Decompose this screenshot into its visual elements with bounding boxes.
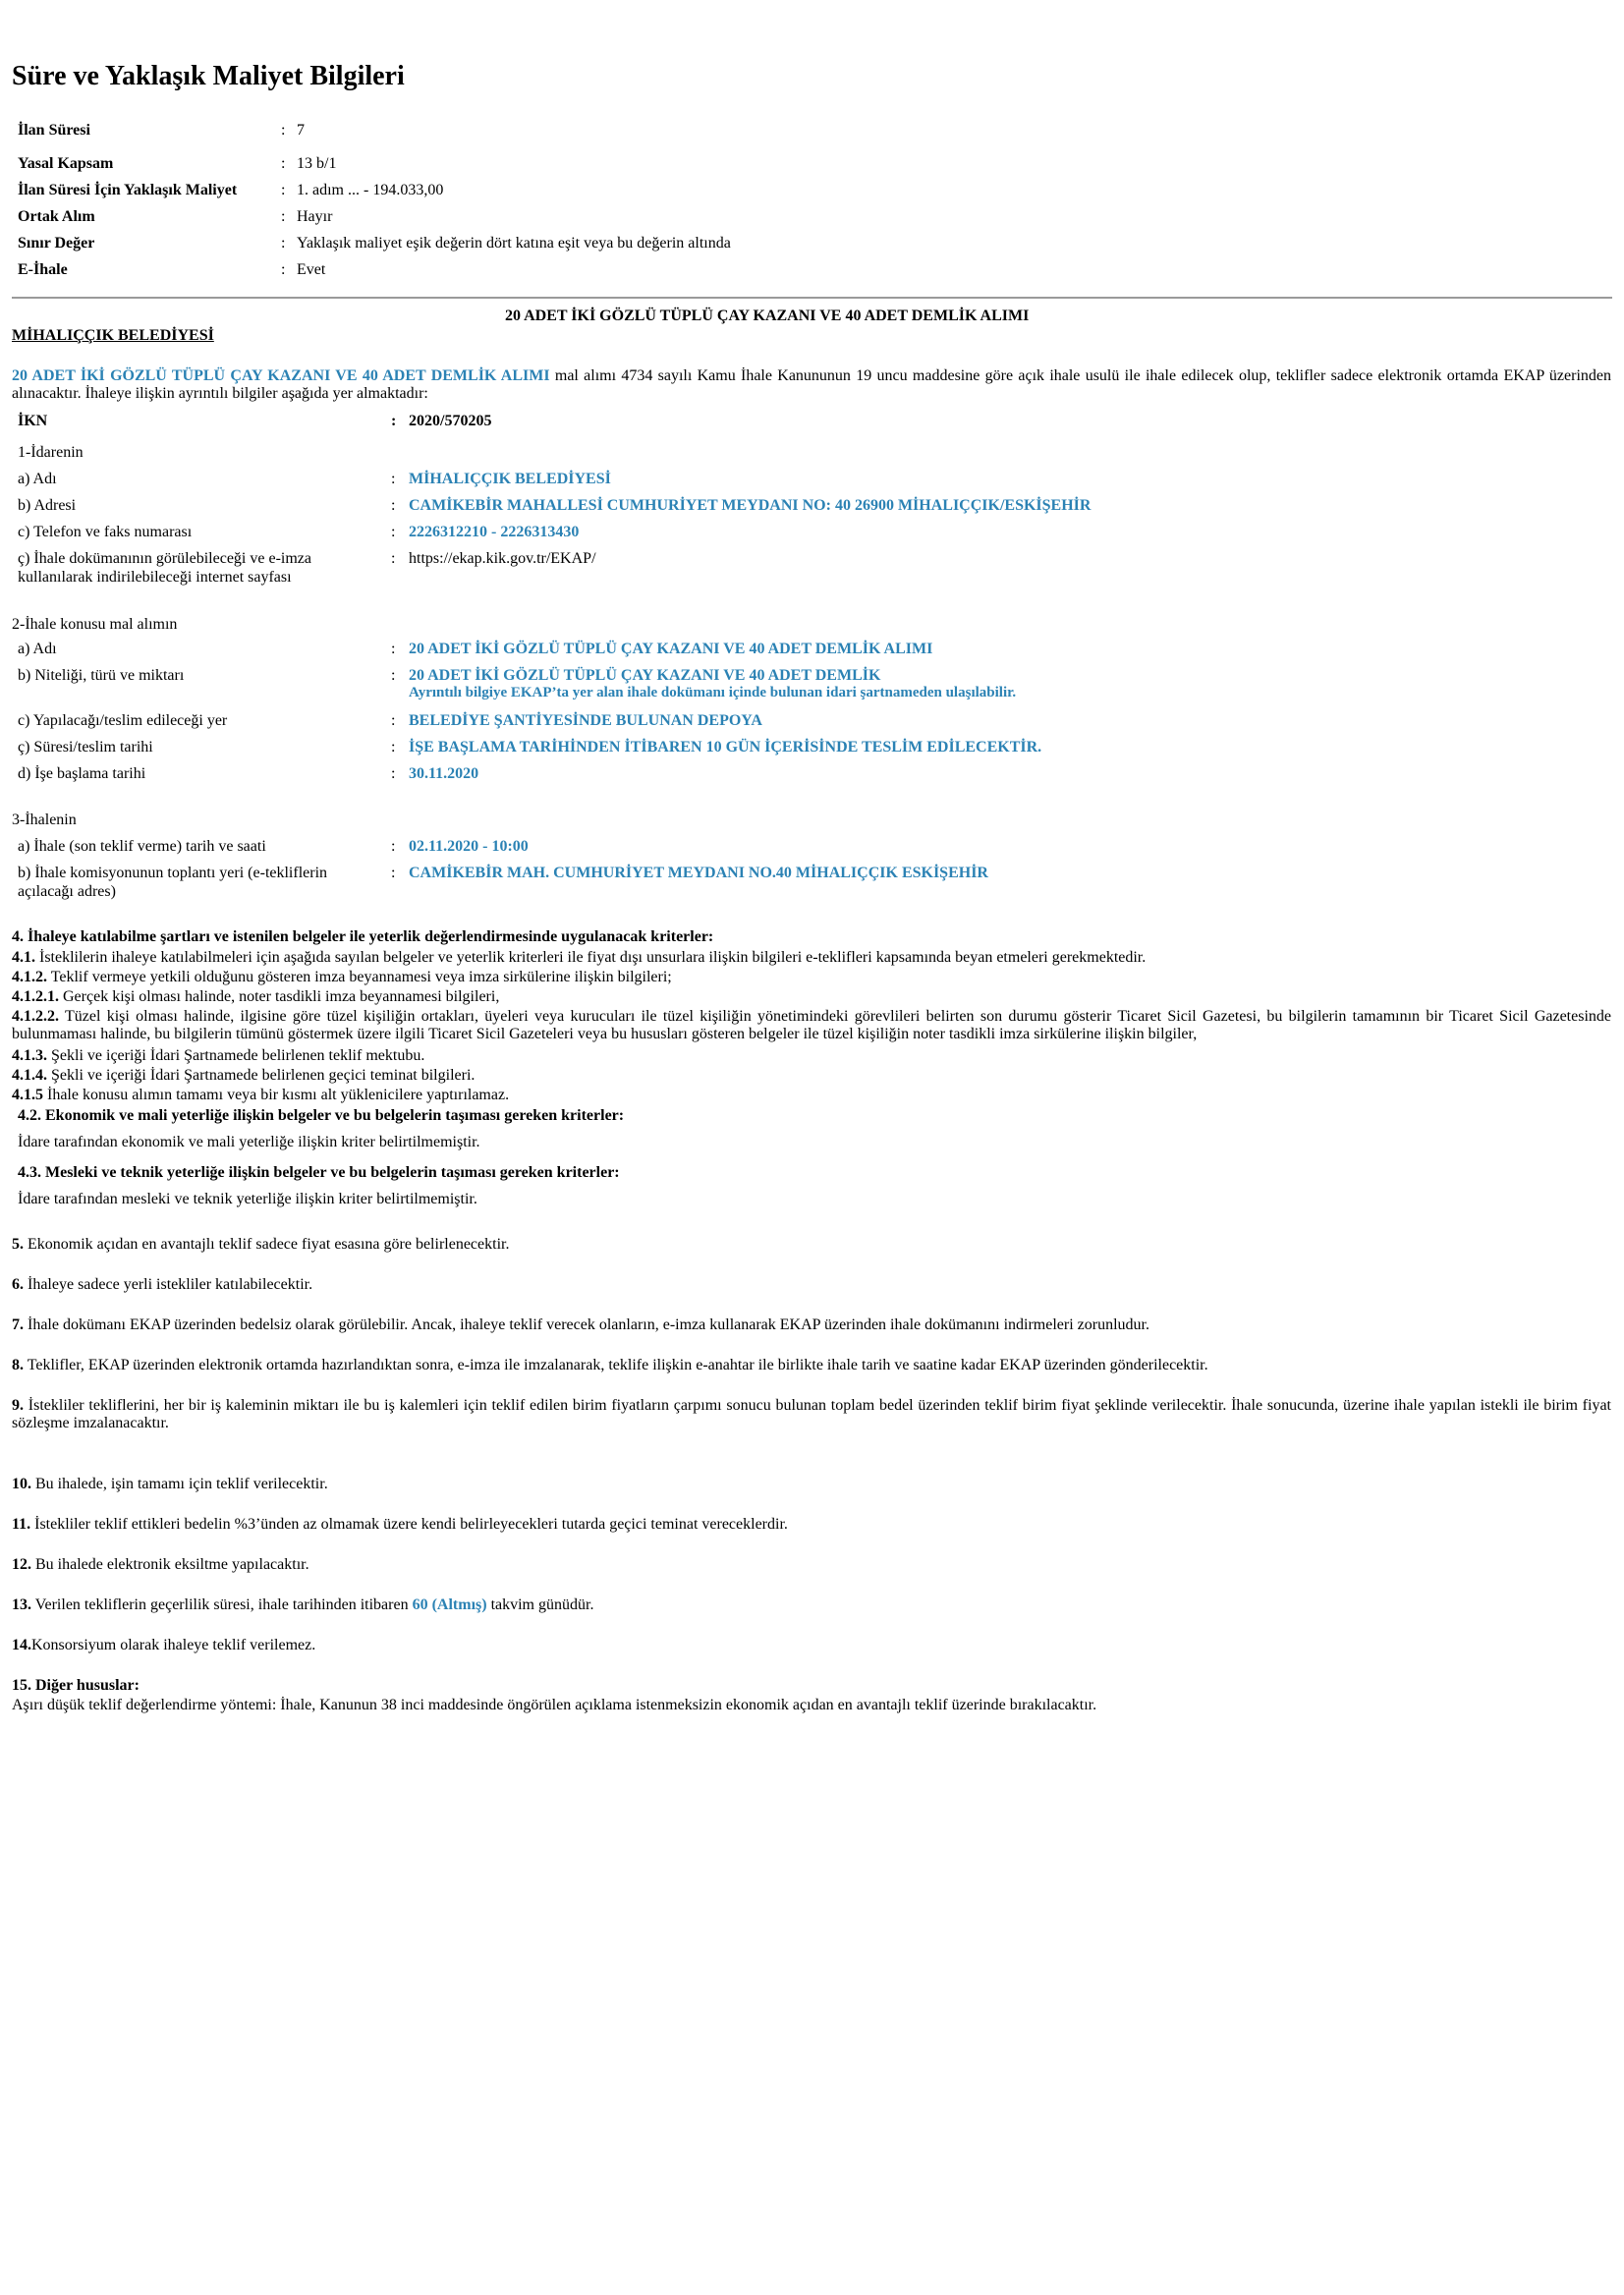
- criteria-heading: 4. İhaleye katılabilme şartları ve istenilen belgeler ile yeterlik değerlendirmesinde uygulanacak kriterler:: [12, 928, 714, 945]
- section2-sep: :: [391, 765, 396, 782]
- summary-sep: :: [281, 182, 286, 198]
- criteria-item: 4.1.5 İhale konusu alımın tamamı veya bir kısmı alt yüklenicilere yaptırılamaz.: [12, 1087, 510, 1103]
- section2-value: 30.11.2020: [409, 765, 479, 782]
- divider: [12, 297, 1612, 299]
- criteria-item: 4.1.2.1. Gerçek kişi olması halinde, noter tasdikli imza beyannamesi bilgileri,: [12, 988, 500, 1005]
- summary-sep: :: [281, 155, 286, 172]
- section1-value: MİHALIÇÇIK BELEDİYESİ: [409, 471, 611, 487]
- econ-text: İdare tarafından ekonomik ve mali yeterliğe ilişkin kriter belirtilmemiştir.: [18, 1134, 480, 1150]
- section1-heading: 1-İdarenin: [18, 444, 84, 461]
- summary-value: 1. adım ... - 194.033,00: [297, 182, 444, 198]
- section2-label: d) İşe başlama tarihi: [18, 765, 146, 782]
- summary-label: Yasal Kapsam: [18, 155, 114, 172]
- summary-label: E-İhale: [18, 261, 68, 278]
- section2-heading: 2-İhale konusu mal alımın: [12, 616, 178, 633]
- clause: 9. İstekliler tekliflerini, her bir iş kaleminin miktarı ile bu iş kalemleri için teklif edilen birim fiyatların çarpımı sonucu bulunan toplam bedel üzerinden teklif birim fiyat şeklinde verilecektir. İhale sonucunda, üzerine ihale yapılan istekli ile birim fiyat sözleşme imzalanacaktır.: [12, 1397, 1611, 1431]
- section3-label: b) İhale komisyonunun toplantı yeri (e-tekliflerin: [18, 865, 328, 881]
- section3-value: CAMİKEBİR MAH. CUMHURİYET MEYDANI NO.40 MİHALIÇÇIK ESKİŞEHİR: [409, 865, 988, 881]
- section2-sep: :: [391, 739, 396, 756]
- summary-label: Ortak Alım: [18, 208, 95, 225]
- validity-period: 60 (Altmış): [412, 1596, 487, 1613]
- section1-label: b) Adresi: [18, 497, 77, 514]
- clause: 10. Bu ihalede, işin tamamı için teklif verilecektir.: [12, 1476, 328, 1492]
- criteria-item: 4.1.3. Şekli ve içeriği İdari Şartnamede belirlenen teklif mektubu.: [12, 1047, 425, 1064]
- section1-sep: :: [391, 524, 396, 540]
- section3-label: a) İhale (son teklif verme) tarih ve saati: [18, 838, 266, 855]
- section1-label-cont: kullanılarak indirilebileceği internet sayfası: [18, 569, 292, 586]
- section2-sep: :: [391, 667, 396, 684]
- section1-sep: :: [391, 550, 396, 567]
- clause-validity: 13. Verilen tekliflerin geçerlilik süresi, ihale tarihinden itibaren 60 (Altmış) takvim günüdür.: [12, 1596, 594, 1613]
- section2-note: Ayrıntılı bilgiye EKAP’ta yer alan ihale dokümanı içinde bulunan idari şartnameden ulaşılabilir.: [409, 685, 1017, 700]
- clause: 12. Bu ihalede elektronik eksiltme yapılacaktır.: [12, 1556, 309, 1573]
- section2-label: a) Adı: [18, 641, 57, 657]
- section1-value: 2226312210 - 2226313430: [409, 524, 580, 540]
- tender-title: 20 ADET İKİ GÖZLÜ TÜPLÜ ÇAY KAZANI VE 40 ADET DEMLİK ALIMI: [505, 308, 1030, 324]
- clause: 7. İhale dokümanı EKAP üzerinden bedelsiz olarak görülebilir. Ancak, ihaleye teklif verecek olanların, e-imza kullanarak EKAP üzerinden ihale dokümanını indirmeleri zorunludur.: [12, 1316, 1149, 1333]
- section2-sep: :: [391, 641, 396, 657]
- summary-value: Evet: [297, 261, 326, 278]
- summary-label: Sınır Değer: [18, 235, 95, 252]
- intro-highlight: 20 ADET İKİ GÖZLÜ TÜPLÜ ÇAY KAZANI VE 40 ADET DEMLİK ALIMI: [12, 367, 550, 384]
- clause: 11. İstekliler teklif ettikleri bedelin %3’ünden az olmamak üzere kendi belirleyecekleri tutarda geçici teminat vereceklerdir.: [12, 1516, 788, 1533]
- section1-sep: :: [391, 471, 396, 487]
- section1-value: CAMİKEBİR MAHALLESİ CUMHURİYET MEYDANI NO: 40 26900 MİHALIÇÇIK/ESKİŞEHİR: [409, 497, 1092, 514]
- intro-text: mal alımı 4734 sayılı Kamu İhale Kanununun 19 uncu maddesine göre açık ihale usulü ile ihale edilecek olup, teklifler sadece elektronik ortamda EKAP üzerinden alınacaktır. İhaleye ilişkin ayrıntılı bilgiler aşağıda yer almaktadır:: [12, 367, 1611, 402]
- section2-value: 20 ADET İKİ GÖZLÜ TÜPLÜ ÇAY KAZANI VE 40 ADET DEMLİK: [409, 667, 881, 684]
- summary-value: 13 b/1: [297, 155, 337, 172]
- summary-value: Yaklaşık maliyet eşik değerin dört katına eşit veya bu değerin altında: [297, 235, 731, 252]
- clause-consortium: 14.Konsorsiyum olarak ihaleye teklif verilemez.: [12, 1637, 316, 1653]
- criteria-item: 4.1. İsteklilerin ihaleye katılabilmeleri için aşağıda sayılan belgeler ve yeterlik kriterleri ile fiyat dışı unsurlara ilişkin bilgileri e-teklifleri kapsamında beyan etmeleri gerekmektedir.: [12, 949, 1147, 966]
- clause: 8. Teklifler, EKAP üzerinden elektronik ortamda hazırlandıktan sonra, e-imza ile imzalanarak, teklife ilişkin e-anahtar ile birlikte ihale tarih ve saatine kadar EKAP üzerinden gönderilecektir.: [12, 1357, 1208, 1373]
- criteria-item: 4.1.2.2. Tüzel kişi olması halinde, ilgisine göre tüzel kişiliğin ortakları, üyeleri veya kurucuları ile tüzel kişiliğin yönetimindeki görevlileri belirten son durumu gösterir Ticaret Sicil Gazetesi, bu bilgilerin tamamının bir Ticaret Sicil Gazetesinde bulunmaması halinde, bu bilgilerin tümünü göstermek üzere ilgili Ticaret Sicil Gazeteleri veya bu hususları gösteren belgeler ile tüzel kişiliğin noter tasdikli imza sirkülerine ilişkin bilgiler,: [12, 1008, 1611, 1042]
- intro-paragraph: [12, 367, 1611, 403]
- tech-text: İdare tarafından mesleki ve teknik yeterliğe ilişkin kriter belirtilmemiştir.: [18, 1191, 477, 1207]
- ekap-url-link[interactable]: https://ekap.kik.gov.tr/EKAP/: [409, 550, 596, 567]
- criteria-item: 4.1.2. Teklif vermeye yetkili olduğunu gösteren imza beyannamesi veya imza sirkülerine ilişkin bilgileri;: [12, 969, 672, 985]
- tech-heading: 4.3. Mesleki ve teknik yeterliğe ilişkin belgeler ve bu belgelerin taşıması gereken kriterler:: [18, 1164, 620, 1181]
- section1-sep: :: [391, 497, 396, 514]
- clause: 5. Ekonomik açıdan en avantajlı teklif sadece fiyat esasına göre belirlenecektir.: [12, 1236, 510, 1253]
- section3-sep: :: [391, 838, 396, 855]
- summary-label: İlan Süresi: [18, 122, 90, 139]
- other-matters-heading: 15. Diğer hususlar:: [12, 1677, 140, 1694]
- summary-value: Hayır: [297, 208, 333, 225]
- section1-label: a) Adı: [18, 471, 57, 487]
- section2-sep: :: [391, 712, 396, 729]
- section1-label: ç) İhale dokümanının görülebileceği ve e-imza: [18, 550, 311, 567]
- summary-sep: :: [281, 235, 286, 252]
- criteria-item: 4.1.4. Şekli ve içeriği İdari Şartnamede belirlenen geçici teminat bilgileri.: [12, 1067, 476, 1084]
- summary-label: İlan Süresi İçin Yaklaşık Maliyet: [18, 182, 238, 198]
- section2-label: ç) Süresi/teslim tarihi: [18, 739, 153, 756]
- ikn-label: İKN: [18, 413, 48, 429]
- section2-value: İŞE BAŞLAMA TARİHİNDEN İTİBAREN 10 GÜN İÇERİSİNDE TESLİM EDİLECEKTİR.: [409, 739, 1042, 756]
- summary-value: 7: [297, 122, 305, 139]
- section3-value: 02.11.2020 - 10:00: [409, 838, 529, 855]
- summary-sep: :: [281, 208, 286, 225]
- page-title: Süre ve Yaklaşık Maliyet Bilgileri: [12, 61, 405, 91]
- summary-sep: :: [281, 261, 286, 278]
- section3-label-cont: açılacağı adres): [18, 883, 116, 900]
- section3-sep: :: [391, 865, 396, 881]
- section2-label: c) Yapılacağı/teslim edileceği yer: [18, 712, 228, 729]
- authority-name: MİHALIÇÇIK BELEDİYESİ: [12, 327, 214, 344]
- other-matters-text: Aşırı düşük teklif değerlendirme yöntemi: İhale, Kanunun 38 inci maddesinde öngörülen açıklama istenmeksizin ekonomik açıdan en avantajlı teklif üzerinde bırakılacaktır.: [12, 1697, 1097, 1713]
- ikn-sep: :: [391, 413, 397, 429]
- econ-heading: 4.2. Ekonomik ve mali yeterliğe ilişkin belgeler ve bu belgelerin taşıması gereken kriterler:: [18, 1107, 625, 1124]
- section1-label: c) Telefon ve faks numarası: [18, 524, 193, 540]
- section2-value: 20 ADET İKİ GÖZLÜ TÜPLÜ ÇAY KAZANI VE 40 ADET DEMLİK ALIMI: [409, 641, 933, 657]
- section3-heading: 3-İhalenin: [12, 812, 77, 828]
- summary-sep: :: [281, 122, 286, 139]
- clause: 6. İhaleye sadece yerli istekliler katılabilecektir.: [12, 1276, 313, 1293]
- section2-label: b) Niteliği, türü ve miktarı: [18, 667, 185, 684]
- ikn-value: 2020/570205: [409, 413, 492, 429]
- section2-value: BELEDİYE ŞANTİYESİNDE BULUNAN DEPOYA: [409, 712, 762, 729]
